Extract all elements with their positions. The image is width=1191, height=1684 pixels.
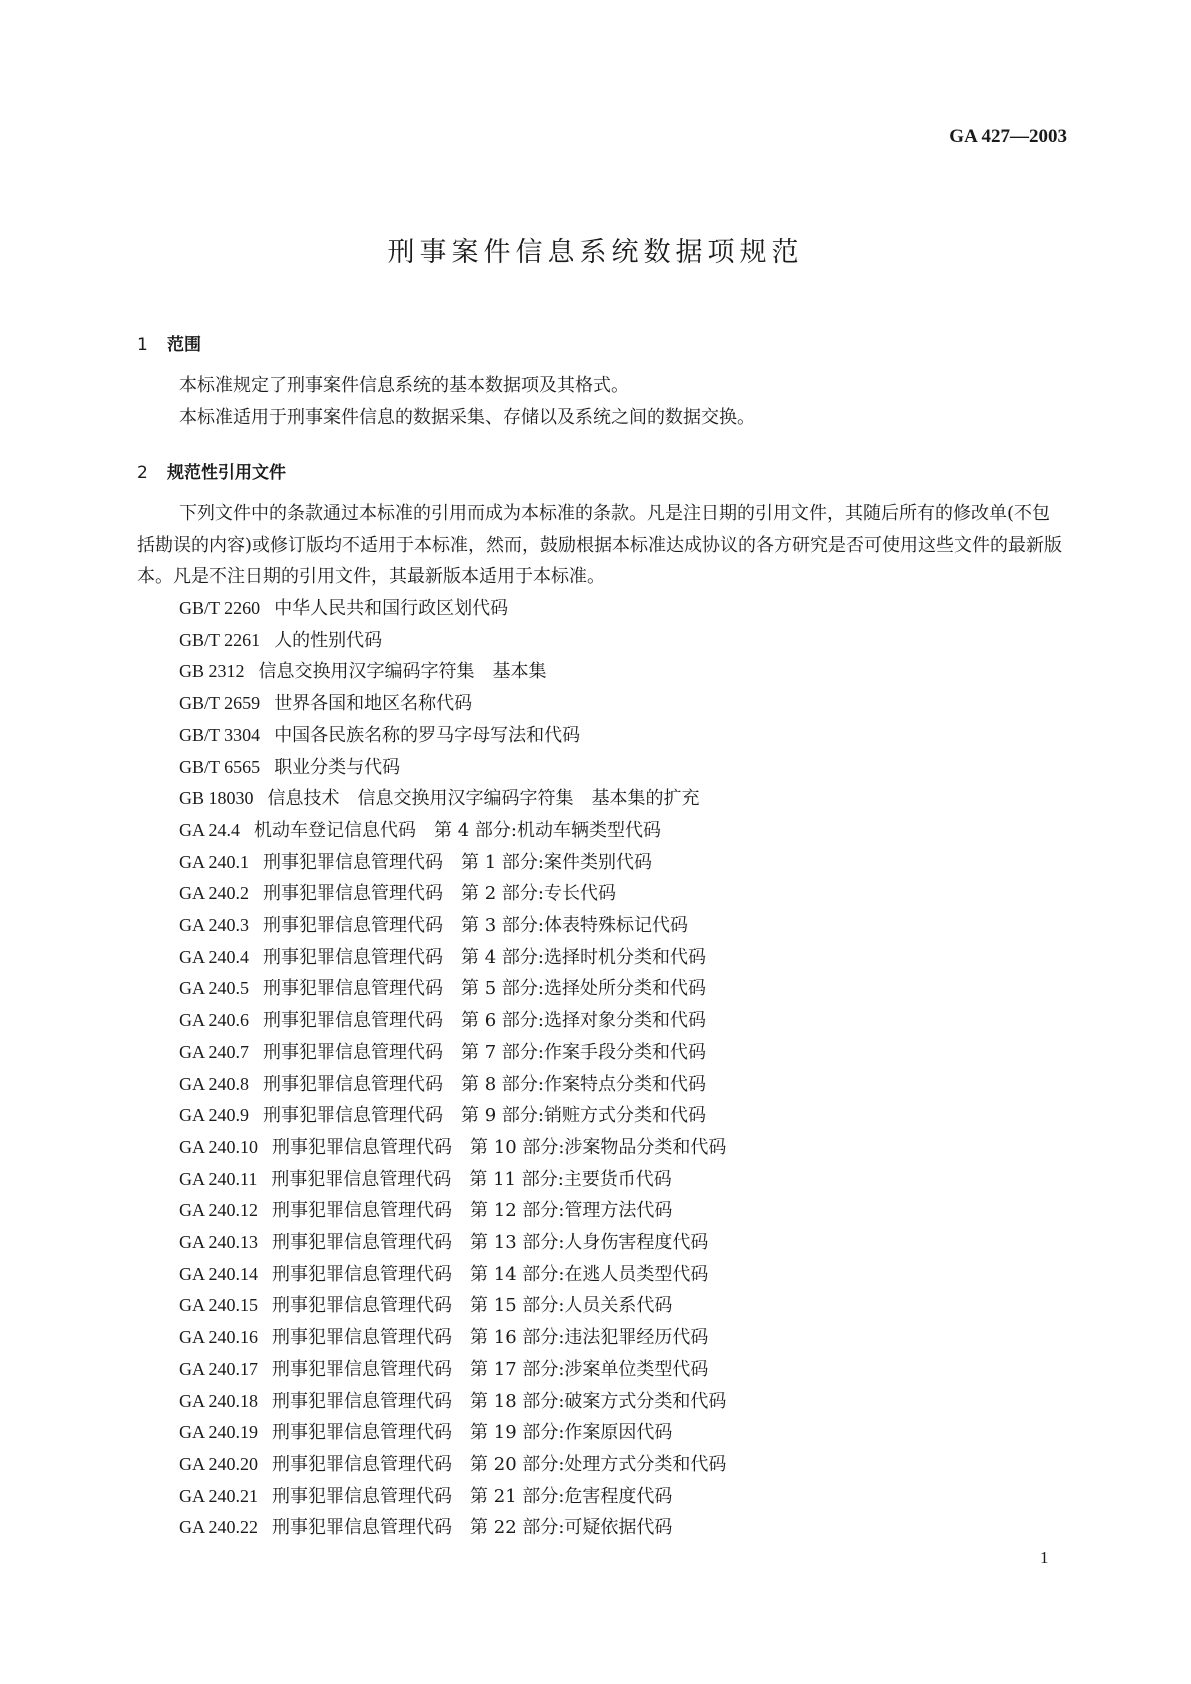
reference-code: GA 240.7	[179, 1041, 250, 1062]
section-number: 1	[137, 335, 148, 355]
reference-item	[179, 878, 726, 910]
reference-title: 刑事犯罪信息管理代码 第 2 部分:专长代码	[263, 883, 616, 905]
reference-item	[179, 1195, 726, 1227]
standard-number: GA 427—2003	[949, 126, 1067, 147]
reference-code: GA 240.22	[179, 1517, 259, 1538]
reference-title: 刑事犯罪信息管理代码 第 4 部分:选择时机分类和代码	[263, 946, 706, 968]
reference-code: GA 240.6	[179, 1010, 250, 1031]
reference-code: GB/T 2659	[179, 693, 261, 714]
reference-code: GA 240.17	[179, 1358, 259, 1379]
reference-code: GA 240.3	[179, 915, 250, 936]
reference-code: GA 240.13	[179, 1232, 259, 1253]
reference-title: 刑事犯罪信息管理代码 第 18 部分:破案方式分类和代码	[272, 1390, 727, 1412]
reference-title: 刑事犯罪信息管理代码 第 21 部分:危害程度代码	[272, 1485, 673, 1507]
reference-title: 刑事犯罪信息管理代码 第 20 部分:处理方式分类和代码	[272, 1453, 727, 1475]
reference-item	[179, 656, 726, 688]
reference-code: GB/T 6565	[179, 756, 261, 777]
reference-title: 刑事犯罪信息管理代码 第 14 部分:在逃人员类型代码	[272, 1263, 709, 1285]
reference-code: GA 240.9	[179, 1105, 250, 1126]
document-title: 刑事案件信息系统数据项规范	[387, 237, 804, 268]
reference-code: GA 240.19	[179, 1422, 259, 1443]
reference-code: GB/T 3304	[179, 724, 261, 745]
reference-code: GA 240.15	[179, 1295, 259, 1316]
reference-title: 刑事犯罪信息管理代码 第 15 部分:人员关系代码	[272, 1295, 673, 1317]
reference-title: 人的性别代码	[274, 629, 383, 651]
paragraph: 本标准适用于刑事案件信息的数据采集、存储以及系统之间的数据交换。	[179, 407, 755, 428]
reference-item	[179, 1037, 726, 1069]
reference-item	[179, 973, 726, 1005]
reference-code: GB 2312	[179, 661, 245, 682]
reference-item	[179, 1069, 726, 1101]
reference-item	[179, 910, 726, 942]
reference-item	[179, 1354, 726, 1386]
reference-code: GA 240.11	[179, 1168, 258, 1189]
reference-title: 刑事犯罪信息管理代码 第 3 部分:体表特殊标记代码	[263, 915, 688, 937]
reference-title: 刑事犯罪信息管理代码 第 19 部分:作案原因代码	[272, 1422, 673, 1444]
reference-code: GB/T 2260	[179, 598, 261, 618]
reference-code: GA 240.4	[179, 946, 250, 967]
reference-item	[179, 1005, 726, 1037]
reference-item	[179, 815, 726, 847]
reference-item	[179, 593, 726, 625]
reference-item	[179, 1164, 726, 1196]
reference-item	[179, 1449, 726, 1481]
reference-code: GB 18030	[179, 788, 254, 809]
reference-code: GA 240.12	[179, 1200, 259, 1221]
reference-item	[179, 1322, 726, 1354]
reference-item	[179, 720, 726, 752]
section-number: 2	[137, 463, 148, 483]
paragraph: 本标准规定了刑事案件信息系统的基本数据项及其格式。	[179, 375, 629, 396]
reference-code: GA 240.2	[179, 883, 250, 904]
reference-title: 职业分类与代码	[274, 756, 401, 778]
reference-item	[179, 1290, 726, 1322]
reference-item	[179, 688, 726, 720]
reference-title: 刑事犯罪信息管理代码 第 6 部分:选择对象分类和代码	[263, 1010, 706, 1032]
reference-title: 刑事犯罪信息管理代码 第 1 部分:案件类别代码	[263, 851, 652, 873]
reference-title: 中国各民族名称的罗马字母写法和代码	[274, 724, 581, 746]
reference-item	[179, 847, 726, 879]
reference-list	[179, 593, 726, 1544]
reference-title: 刑事犯罪信息管理代码 第 16 部分:违法犯罪经历代码	[272, 1327, 709, 1349]
reference-title: 中华人民共和国行政区划代码	[274, 598, 509, 619]
reference-title: 刑事犯罪信息管理代码 第 13 部分:人身伤害程度代码	[272, 1232, 709, 1254]
reference-code: GA 240.16	[179, 1327, 259, 1348]
reference-title: 机动车登记信息代码 第 4 部分:机动车辆类型代码	[254, 819, 661, 841]
reference-item	[179, 1259, 726, 1291]
reference-item	[179, 1386, 726, 1418]
section-title: 范围	[167, 335, 201, 355]
reference-code: GA 240.18	[179, 1390, 259, 1411]
reference-title: 刑事犯罪信息管理代码 第 12 部分:管理方法代码	[272, 1200, 673, 1222]
reference-title: 刑事犯罪信息管理代码 第 11 部分:主要货币代码	[271, 1168, 672, 1190]
reference-item	[179, 783, 726, 815]
reference-title: 刑事犯罪信息管理代码 第 9 部分:销赃方式分类和代码	[263, 1105, 706, 1127]
reference-code: GA 24.4	[179, 819, 241, 840]
reference-code: GA 240.1	[179, 851, 250, 872]
reference-item	[179, 1227, 726, 1259]
reference-item	[179, 1132, 726, 1164]
reference-item	[179, 1100, 726, 1132]
section-heading-scope	[137, 330, 201, 355]
section-title: 规范性引用文件	[167, 463, 286, 483]
reference-title: 刑事犯罪信息管理代码 第 10 部分:涉案物品分类和代码	[272, 1136, 727, 1158]
reference-title: 信息交换用汉字编码字符集 基本集	[258, 661, 547, 683]
reference-item	[179, 625, 726, 657]
page-number: 1	[1040, 1548, 1049, 1567]
reference-item	[179, 1481, 726, 1513]
reference-code: GB/T 2261	[179, 629, 261, 650]
reference-item	[179, 1512, 726, 1544]
reference-title: 刑事犯罪信息管理代码 第 22 部分:可疑依据代码	[272, 1517, 673, 1539]
reference-title: 世界各国和地区名称代码	[274, 693, 473, 715]
reference-item	[179, 1417, 726, 1449]
reference-code: GA 240.5	[179, 978, 250, 999]
reference-code: GA 240.20	[179, 1453, 259, 1474]
reference-title: 刑事犯罪信息管理代码 第 5 部分:选择处所分类和代码	[263, 978, 706, 1000]
paragraph: 下列文件中的条款通过本标准的引用而成为本标准的条款。凡是注日期的引用文件，其随后所有的修改单(不包括勘误的内容)或修订版均不适用于本标准，然而，鼓励根据本标准达成协议的各方研究是否可使用这些文件的最新版本。凡是不注日期的引用文件，其最新版本适用于本标准。	[137, 503, 1063, 588]
reference-code: GA 240.10	[179, 1136, 259, 1157]
reference-code: GA 240.21	[179, 1485, 259, 1506]
reference-title: 刑事犯罪信息管理代码 第 8 部分:作案特点分类和代码	[263, 1073, 706, 1095]
reference-title: 信息技术 信息交换用汉字编码字符集 基本集的扩充	[267, 788, 700, 810]
reference-item	[179, 752, 726, 784]
reference-item	[179, 942, 726, 974]
reference-title: 刑事犯罪信息管理代码 第 7 部分:作案手段分类和代码	[263, 1041, 706, 1063]
reference-code: GA 240.8	[179, 1073, 250, 1094]
section-heading-normative-references	[137, 458, 286, 483]
reference-code: GA 240.14	[179, 1263, 259, 1284]
reference-title: 刑事犯罪信息管理代码 第 17 部分:涉案单位类型代码	[272, 1358, 709, 1380]
